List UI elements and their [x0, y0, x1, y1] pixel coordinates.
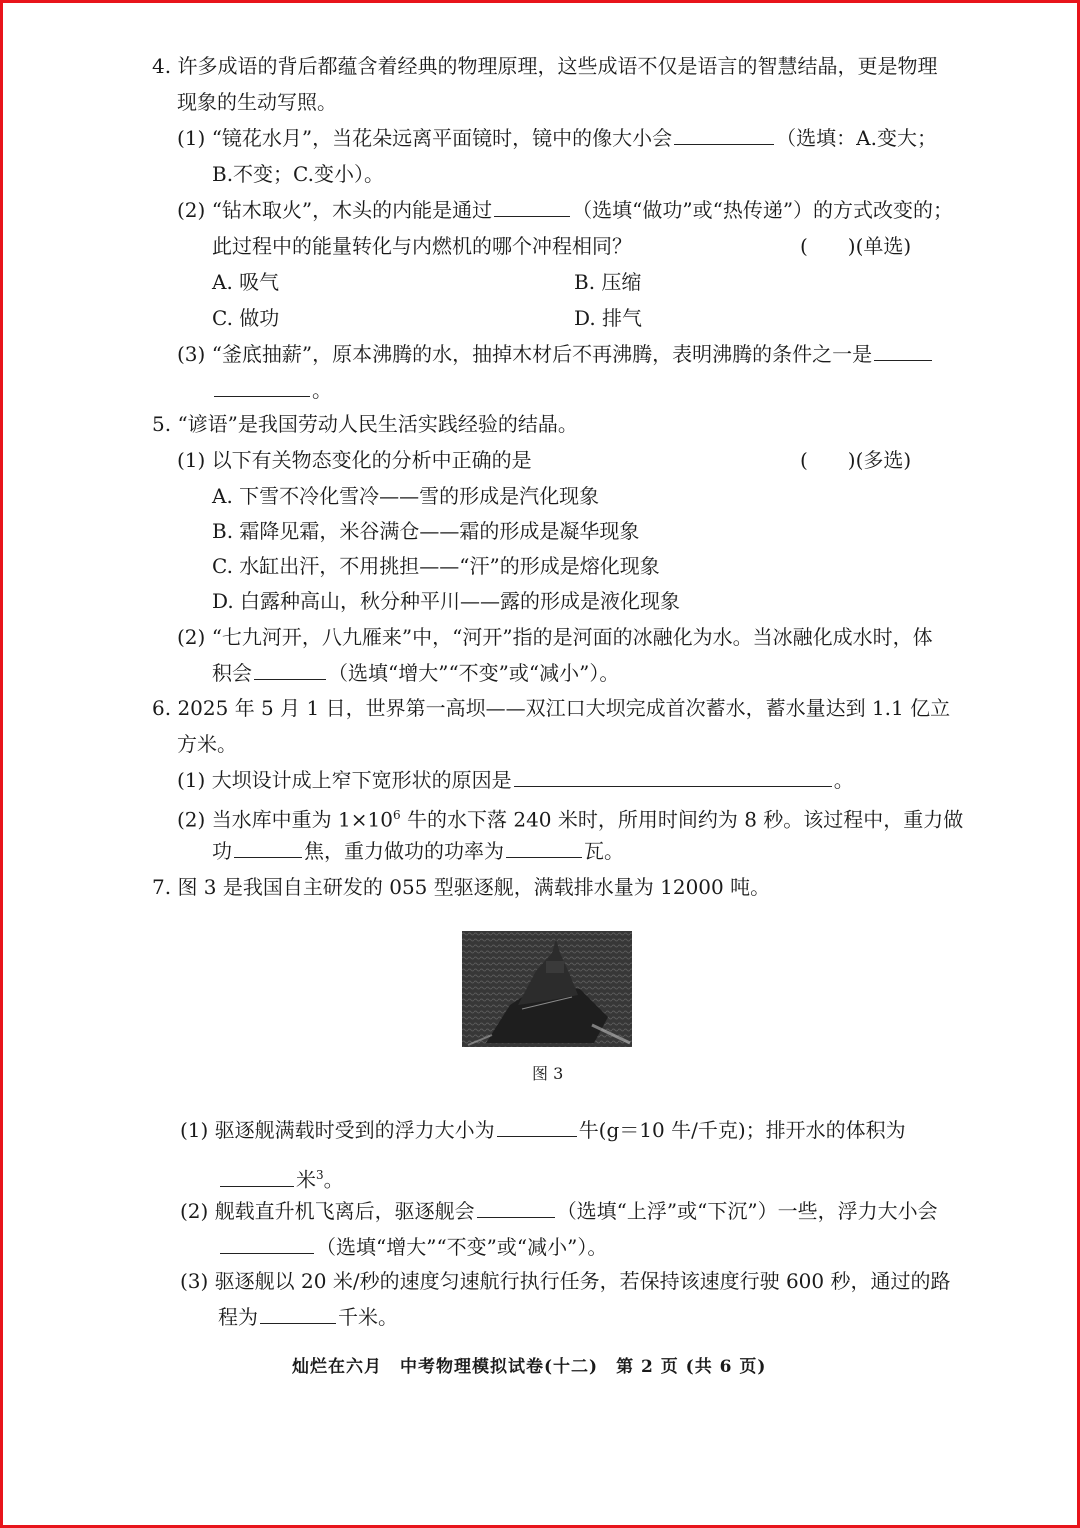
q4-p3-end: 。 [312, 378, 332, 402]
q4-stem-line-2: 现象的生动写照。 [177, 90, 337, 114]
q6-p1-blank[interactable] [514, 768, 832, 787]
figure-caption: 图 3 [532, 1064, 564, 1083]
q4-p3-blank-2[interactable] [214, 378, 310, 397]
q6-p2-blank-power[interactable] [506, 839, 582, 858]
q5-p2-hint: （选填“增大”“不变”或“减小”）。 [328, 661, 620, 685]
q4-p2-hint: （选填“做功”或“热传递”）的方式改变的； [572, 198, 954, 222]
q5-option-a: A. 下雪不冷化雪冷——雪的形成是汽化现象 [212, 484, 600, 508]
q4-p2-question: 此过程中的能量转化与内燃机的哪个冲程相同？ [212, 234, 632, 258]
q6-p2-exponent: 6 [392, 808, 401, 822]
q6-stem-line-1: 6. 2025 年 5 月 1 日，世界第一高坝——双江口大坝完成首次蓄水，蓄水量达到 1.1 亿立 [152, 696, 951, 720]
q6-p2-cont [212, 839, 624, 863]
q4-part-2 [177, 198, 953, 222]
q7-part-3: (3) 驱逐舰以 20 米/秒的速度匀速航行执行任务，若保持该速度行驶 600 秒，通过的路 [180, 1269, 951, 1293]
page-footer: 灿烂在六月 中考物理模拟试卷(十二) 第 2 页 (共 6 页) [292, 1357, 767, 1377]
q7-p3-unit: 千米。 [338, 1305, 398, 1329]
q4-p1-text: (1) “镜花水月”，当花朵远离平面镜时，镜中的像大小会 [177, 126, 673, 150]
q7-p2-cont [218, 1235, 607, 1259]
q7-p2-text: (2) 舰载直升机飞离后，驱逐舰会 [180, 1199, 475, 1223]
q5-option-d: D. 白露种高山，秋分种平川——露的形成是液化现象 [212, 589, 681, 613]
q6-p2-power-label: 焦，重力做功的功率为 [304, 839, 504, 863]
q7-p1-end: 。 [323, 1167, 344, 1192]
q7-p1-cont [218, 1163, 344, 1192]
q5-stem: 5. “谚语”是我国劳动人民生活实践经验的结晶。 [152, 412, 578, 436]
q5-p2-text: 积会 [212, 661, 252, 685]
q4-option-b: B. 压缩 [574, 270, 642, 294]
q7-p1-blank-force[interactable] [497, 1118, 577, 1137]
q4-p2-blank[interactable] [494, 198, 570, 217]
q4-p2-text: (2) “钻木取火”，木头的内能是通过 [177, 198, 493, 222]
q6-part-1 [177, 768, 854, 792]
q7-p2-hint: （选填“增大”“不变”或“减小”）。 [316, 1235, 608, 1259]
q6-p2-unit: 瓦。 [584, 839, 624, 863]
q7-p1-text-2: 牛(g＝10 牛/千克)；排开水的体积为 [578, 1118, 906, 1142]
q5-p2-cont [212, 661, 619, 685]
q5-part-2: (2) “七九河开，八九雁来”中，“河开”指的是河面的冰融化为水。当冰融化成水时，体 [177, 625, 933, 649]
q4-p3-cont [212, 378, 332, 402]
q6-p2-blank-work[interactable] [234, 839, 302, 858]
q6-p2-text-2: 牛的水下落 240 米时，所用时间约为 8 秒。该过程中，重力做 [400, 807, 964, 832]
q4-p1-hint: （选填：A.变大； [776, 126, 937, 150]
q6-stem-line-2: 方米。 [177, 732, 237, 756]
q5-p1-answer-paren[interactable]: ( )(多选) [800, 448, 912, 472]
q7-part-2 [180, 1199, 938, 1223]
q4-p2-answer-paren[interactable]: ( )(单选) [800, 234, 912, 258]
q4-p3-text: (3) “釜底抽薪”，原本沸腾的水，抽掉木材后不再沸腾，表明沸腾的条件之一是 [177, 342, 873, 366]
q6-p1-text: (1) 大坝设计成上窄下宽形状的原因是 [177, 768, 512, 792]
q7-p1-blank-volume[interactable] [220, 1168, 294, 1187]
q7-p1-exponent: 3 [316, 1168, 324, 1182]
q7-stem: 7. 图 3 是我国自主研发的 055 型驱逐舰，满载排水量为 12000 吨。 [152, 875, 771, 899]
q7-p3-blank[interactable] [260, 1305, 336, 1324]
q6-p2-work-label: 功 [212, 839, 232, 863]
q7-p2-blank-2[interactable] [220, 1235, 314, 1254]
q4-p3-blank-1[interactable] [874, 342, 932, 361]
q4-part-1 [177, 126, 937, 150]
q6-part-2 [177, 803, 963, 832]
q5-option-c: C. 水缸出汗，不用挑担——“汗”的形成是熔化现象 [212, 554, 660, 578]
q7-p3-cont [218, 1305, 398, 1329]
q4-part-3 [177, 342, 934, 366]
q4-p1-blank[interactable] [674, 126, 774, 145]
q7-p2-text-2: （选填“上浮”或“下沉”）一些，浮力大小会 [556, 1199, 938, 1223]
q4-stem-line-1: 4. 许多成语的背后都蕴含着经典的物理原理，这些成语不仅是语言的智慧结晶，更是物理 [152, 54, 938, 78]
destroyer-photo [462, 931, 632, 1047]
q6-p2-text: (2) 当水库中重为 1×10 [177, 807, 393, 832]
q7-p3-text: 程为 [218, 1305, 258, 1329]
q4-option-d: D. 排气 [574, 306, 643, 330]
q7-p2-blank-1[interactable] [477, 1199, 555, 1218]
q7-p1-text: (1) 驱逐舰满载时受到的浮力大小为 [180, 1118, 495, 1142]
q4-p1-options: B.不变；C.变小）。 [212, 162, 385, 186]
q4-option-c: C. 做功 [212, 306, 280, 330]
q4-option-a: A. 吸气 [212, 270, 280, 294]
q6-p1-end: 。 [833, 768, 854, 792]
q7-part-1 [180, 1118, 906, 1142]
q5-option-b: B. 霜降见霜，米谷满仓——霜的形成是凝华现象 [212, 519, 640, 543]
q5-part-1: (1) 以下有关物态变化的分析中正确的是 [177, 448, 532, 472]
q5-p2-blank[interactable] [254, 661, 326, 680]
q7-p1-unit: 米 [296, 1167, 316, 1192]
